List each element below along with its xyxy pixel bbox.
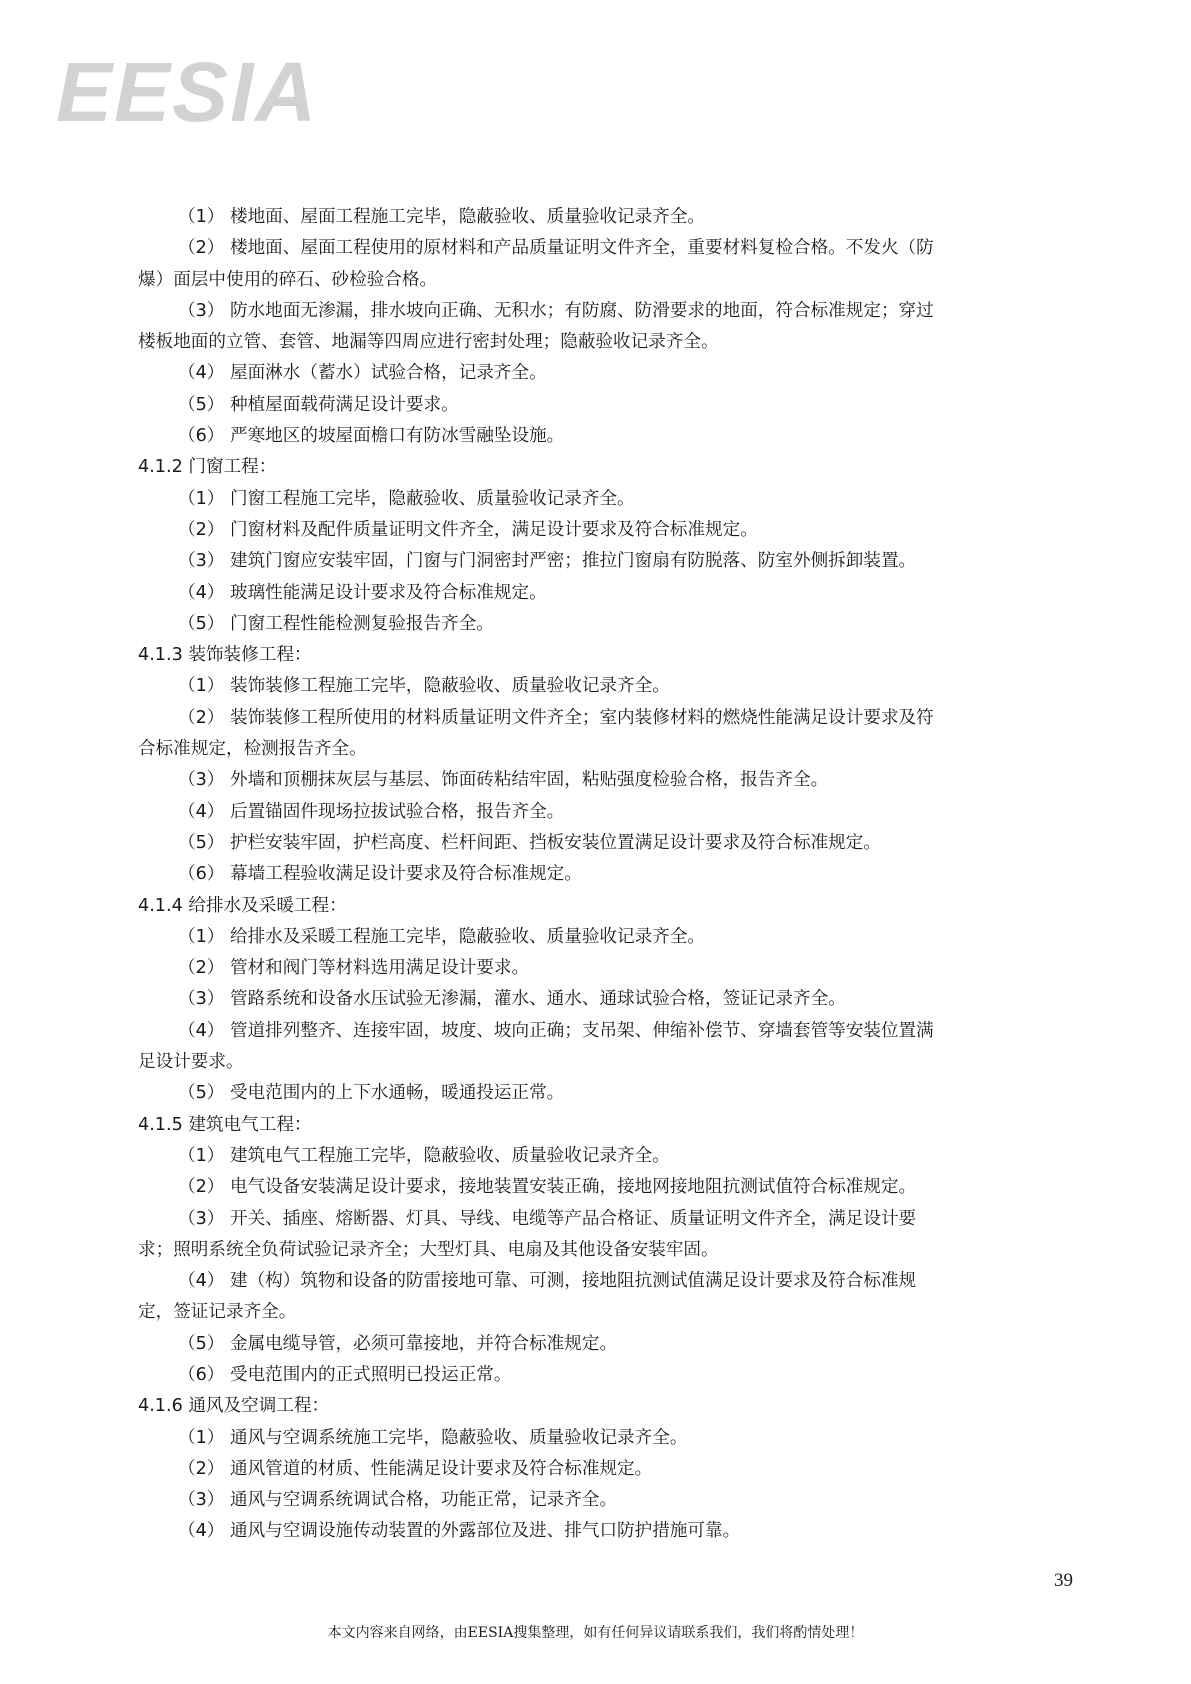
list-item-continuation: 求；照明系统全负荷试验记录齐全；大型灯具、电扇及其他设备安装牢固。 — [138, 1239, 719, 1260]
list-item: （3） 防水地面无渗漏，排水坡向正确、无积水；有防腐、防滑要求的地面，符合标准规定；穿过 — [178, 300, 934, 321]
list-item: （2） 装饰装修工程所使用的材料质量证明文件齐全；室内装修材料的燃烧性能满足设计要求及符 — [178, 707, 934, 728]
list-item: （1） 给排水及采暖工程施工完毕，隐蔽验收、质量验收记录齐全。 — [178, 926, 706, 947]
list-item: （1） 装饰装修工程施工完毕，隐蔽验收、质量验收记录齐全。 — [178, 676, 670, 697]
eesia-logo: EESIA — [56, 45, 319, 139]
list-item: （4） 建（构）筑物和设备的防雷接地可靠、可测，接地阻抗测试值满足设计要求及符合标准规 — [178, 1271, 917, 1292]
section-heading: 4.1.4 给排水及采暖工程： — [138, 895, 347, 916]
list-item: （3） 外墙和顶棚抹灰层与基层、饰面砖粘结牢固，粘贴强度检验合格，报告齐全。 — [178, 770, 829, 791]
footer-disclaimer: 本文内容来自网络，由EESIA搜集整理，如有任何异议请联系我们，我们将酌情处理！ — [327, 1625, 864, 1641]
list-item: （4） 屋面淋水（蓄水）试验合格，记录齐全。 — [178, 363, 547, 384]
list-item: （4） 管道排列整齐、连接牢固，坡度、坡向正确；支吊架、伸缩补偿节、穿墙套管等安装位置满 — [178, 1020, 934, 1041]
list-item: （3） 开关、插座、熔断器、灯具、导线、电缆等产品合格证、质量证明文件齐全，满足设计要 — [178, 1208, 917, 1229]
list-item: （2） 管材和阀门等材料选用满足设计要求。 — [178, 958, 530, 979]
section-heading: 4.1.6 通风及空调工程： — [138, 1396, 330, 1417]
list-item-continuation: 定，签证记录齐全。 — [138, 1302, 297, 1323]
list-item: （2） 电气设备安装满足设计要求，接地装置安装正确，接地网接地阻抗测试值符合标准规定。 — [178, 1177, 917, 1198]
document-body — [138, 202, 1098, 1548]
list-item: （5） 种植屋面载荷满足设计要求。 — [178, 394, 459, 415]
list-item: （1） 建筑电气工程施工完毕，隐蔽验收、质量验收记录齐全。 — [178, 1145, 670, 1166]
section-heading: 4.1.3 装饰装修工程： — [138, 645, 312, 666]
page-number: 39 — [1054, 1570, 1073, 1591]
section-heading: 4.1.5 建筑电气工程： — [138, 1114, 312, 1135]
list-item: （5） 金属电缆导管，必须可靠接地，并符合标准规定。 — [178, 1333, 618, 1354]
list-item: （6） 严寒地区的坡屋面檐口有防冰雪融坠设施。 — [178, 426, 565, 447]
list-item: （2） 门窗材料及配件质量证明文件齐全，满足设计要求及符合标准规定。 — [178, 519, 758, 540]
list-item-continuation: 爆）面层中使用的碎石、砂检验合格。 — [138, 269, 438, 290]
list-item: （3） 通风与空调系统调试合格，功能正常，记录齐全。 — [178, 1490, 618, 1511]
list-item: （1） 楼地面、屋面工程施工完毕，隐蔽验收、质量验收记录齐全。 — [178, 207, 706, 227]
list-item: （6） 受电范围内的正式照明已投运正常。 — [178, 1364, 512, 1385]
list-item: （1） 通风与空调系统施工完毕，隐蔽验收、质量验收记录齐全。 — [178, 1427, 688, 1448]
list-item: （4） 玻璃性能满足设计要求及符合标准规定。 — [178, 582, 547, 603]
list-item-continuation: 楼板地面的立管、套管、地漏等四周应进行密封处理；隐蔽验收记录齐全。 — [138, 332, 719, 353]
list-item: （5） 门窗工程性能检测复验报告齐全。 — [178, 613, 494, 634]
section-heading: 4.1.2 门窗工程： — [138, 457, 277, 478]
list-item-continuation: 足设计要求。 — [138, 1052, 244, 1073]
list-item: （6） 幕墙工程验收满足设计要求及符合标准规定。 — [178, 864, 582, 885]
list-item: （5） 护栏安装牢固，护栏高度、栏杆间距、挡板安装位置满足设计要求及符合标准规定。 — [178, 832, 881, 853]
list-item-continuation: 合标准规定，检测报告齐全。 — [138, 739, 367, 760]
list-item: （5） 受电范围内的上下水通畅，暖通投运正常。 — [178, 1083, 565, 1104]
list-item: （4） 通风与空调设施传动装置的外露部位及进、排气口防护措施可靠。 — [178, 1521, 741, 1542]
list-item: （3） 建筑门窗应安装牢固，门窗与门洞密封严密；推拉门窗扇有防脱落、防室外侧拆卸装置。 — [178, 551, 917, 572]
list-item: （4） 后置锚固件现场拉拔试验合格，报告齐全。 — [178, 801, 565, 822]
list-item: （2） 楼地面、屋面工程使用的原材料和产品质量证明文件齐全，重要材料复检合格。不发火（防 — [178, 238, 934, 259]
list-item: （3） 管路系统和设备水压试验无渗漏，灌水、通水、通球试验合格，签证记录齐全。 — [178, 989, 846, 1010]
list-item: （1） 门窗工程施工完毕，隐蔽验收、质量验收记录齐全。 — [178, 488, 635, 509]
list-item: （2） 通风管道的材质、性能满足设计要求及符合标准规定。 — [178, 1458, 653, 1479]
